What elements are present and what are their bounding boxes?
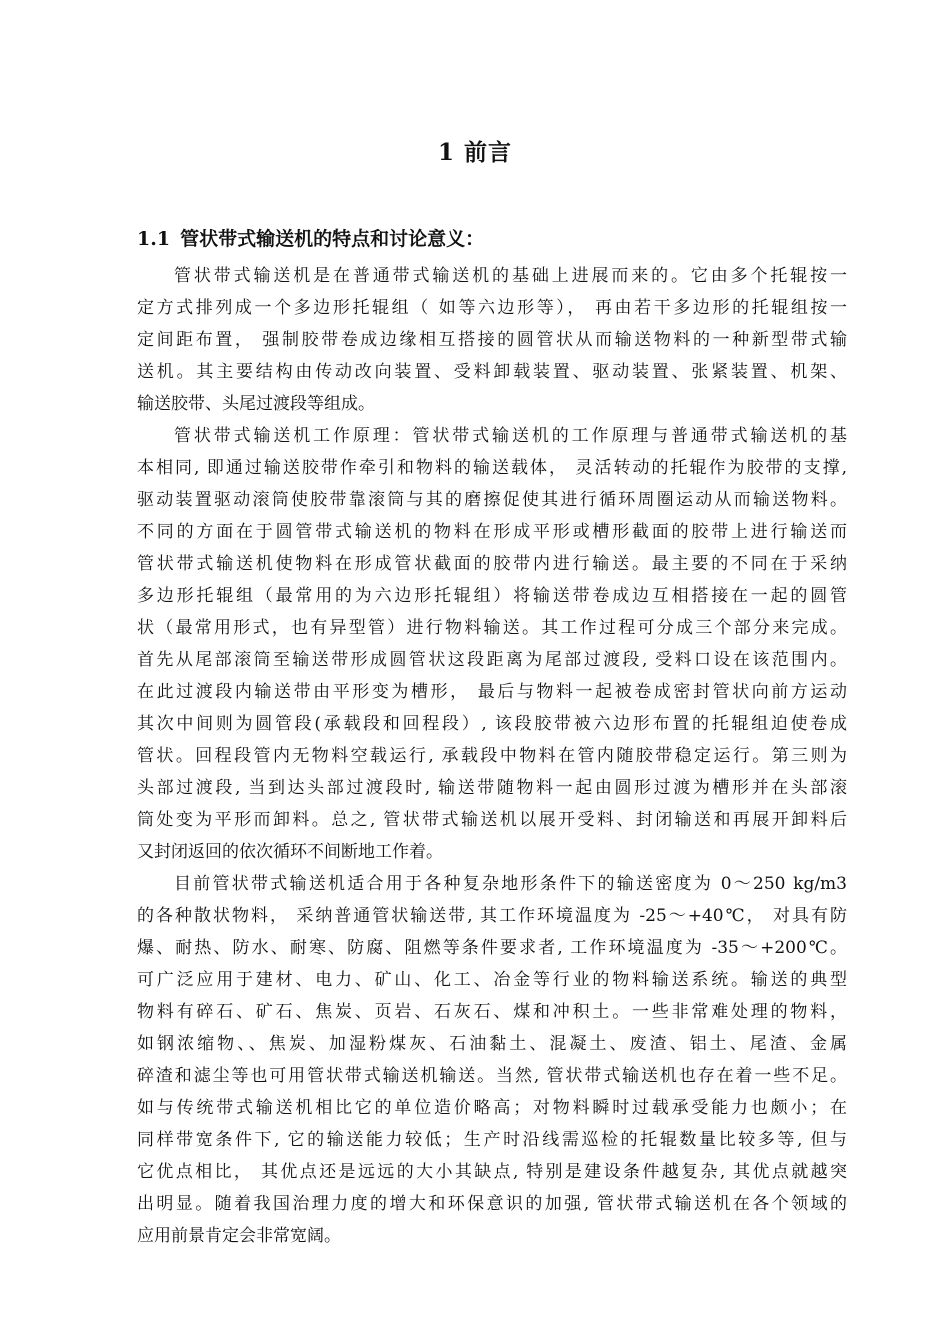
section-number: 1.1 (137, 228, 171, 250)
paragraph (137, 260, 847, 420)
paragraph-line: 爆、耐热、防水、耐寒、防腐、阻燃等条件要求者, 工作环境温度为 -35～+200℃。 (137, 938, 847, 958)
section-heading (137, 224, 484, 251)
paragraph-line: 管状带式输送机是在普通带式输送机的基础上进展而来的。它由多个托辊按一 (174, 266, 847, 286)
paragraph-line: 不同的方面在于圆管带式输送机的物料在形成平形或槽形截面的胶带上进行输送而 (137, 522, 847, 542)
paragraph-line: 可广泛应用于建材、电力、矿山、化工、冶金等行业的物料输送系统。输送的典型 (137, 970, 847, 990)
paragraph-line: 多边形托辊组（最常用的为六边形托辊组）将输送带卷成边互相搭接在一起的圆管 (137, 586, 847, 606)
paragraph-line: 它优点相比， 其优点还是远远的大小其缺点, 特别是建设条件越复杂, 其优点就越突 (137, 1162, 847, 1182)
paragraph-line: 的各种散状物料， 采纳普通管状输送带, 其工作环境温度为 -25～+40℃， 对具有防 (137, 906, 847, 926)
paragraph-line: 定间距布置， 强制胶带卷成边缘相互搭接的圆管状从而输送物料的一种新型带式输 (137, 330, 847, 350)
paragraph (137, 420, 847, 868)
paragraph-line: 碎渣和滤尘等也可用管状带式输送机输送。当然, 管状带式输送机也存在着一些不足。 (137, 1066, 847, 1086)
paragraph-line: 输送胶带、头尾过渡段等组成。 (137, 394, 375, 414)
paragraph-line: 本相同, 即通过输送胶带作牵引和物料的输送载体， 灵活转动的托辊作为胶带的支撑, (137, 458, 847, 478)
paragraph-line: 头部过渡段, 当到达头部过渡段时, 输送带随物料一起由圆形过渡为槽形并在头部滚 (137, 778, 847, 798)
paragraph-line: 管状。回程段管内无物料空载运行, 承载段中物料在管内随胶带稳定运行。第三则为 (137, 746, 847, 766)
paragraph-line: 定方式排列成一个多边形托辊组（ 如等六边形等）， 再由若干多边形的托辊组按一 (137, 298, 847, 318)
paragraph-line: 应用前景肯定会非常宽阔。 (137, 1226, 341, 1246)
paragraph-line: 目前管状带式输送机适合用于各种复杂地形条件下的输送密度为 0～250 kg/m3 (174, 874, 847, 894)
paragraph-line: 又封闭返回的依次循环不间断地工作着。 (137, 842, 443, 862)
paragraph-line: 首先从尾部滚筒至输送带形成圆管状这段距离为尾部过渡段, 受料口设在该范围内。 (137, 650, 847, 670)
paragraph-line: 送机。其主要结构由传动改向装置、受料卸载装置、驱动装置、张紧装置、机架、 (137, 362, 847, 382)
paragraph-line: 在此过渡段内输送带由平形变为槽形， 最后与物料一起被卷成密封管状向前方运动 (137, 682, 847, 702)
body-text (137, 260, 847, 1252)
paragraph-line: 状（最常用形式，也有异型管）进行物料输送。其工作过程可分成三个部分来完成。 (137, 618, 847, 638)
paragraph-line: 同样带宽条件下, 它的输送能力较低；生产时沿线需巡检的托辊数量比较多等, 但与 (137, 1130, 847, 1150)
paragraph-line: 如与传统带式输送机相比它的单位造价略高；对物料瞬时过载承受能力也颇小；在 (137, 1098, 847, 1118)
paragraph-line: 管状带式输送机工作原理：管状带式输送机的工作原理与普通带式输送机的基 (174, 426, 847, 446)
paragraph-line: 其次中间则为圆管段(承载段和回程段）, 该段胶带被六边形布置的托辊组迫使卷成 (137, 714, 847, 734)
chapter-title: 1 前言 (437, 139, 512, 166)
paragraph (137, 868, 847, 1252)
paragraph-line: 管状带式输送机使物料在形成管状截面的胶带内进行输送。最主要的不同在于采纳 (137, 554, 847, 574)
paragraph-line: 物料有碎石、矿石、焦炭、页岩、石灰石、煤和冲积土。一些非常难处理的物料， (137, 1002, 847, 1022)
paragraph-line: 筒处变为平形而卸料。总之, 管状带式输送机以展开受料、封闭输送和再展开卸料后 (137, 810, 847, 830)
paragraph-line: 出明显。随着我国治理力度的增大和环保意识的加强, 管状带式输送机在各个领域的 (137, 1194, 847, 1214)
paragraph-line: 如钢浓缩物、、焦炭、加湿粉煤灰、石油黏土、混凝土、废渣、铝土、尾渣、金属 (137, 1034, 847, 1054)
paragraph-line: 驱动装置驱动滚筒使胶带靠滚筒与其的磨擦促使其进行循环周圈运动从而输送物料。 (137, 490, 847, 510)
section-title: 管状带式输送机的特点和讨论意义： (180, 228, 485, 250)
